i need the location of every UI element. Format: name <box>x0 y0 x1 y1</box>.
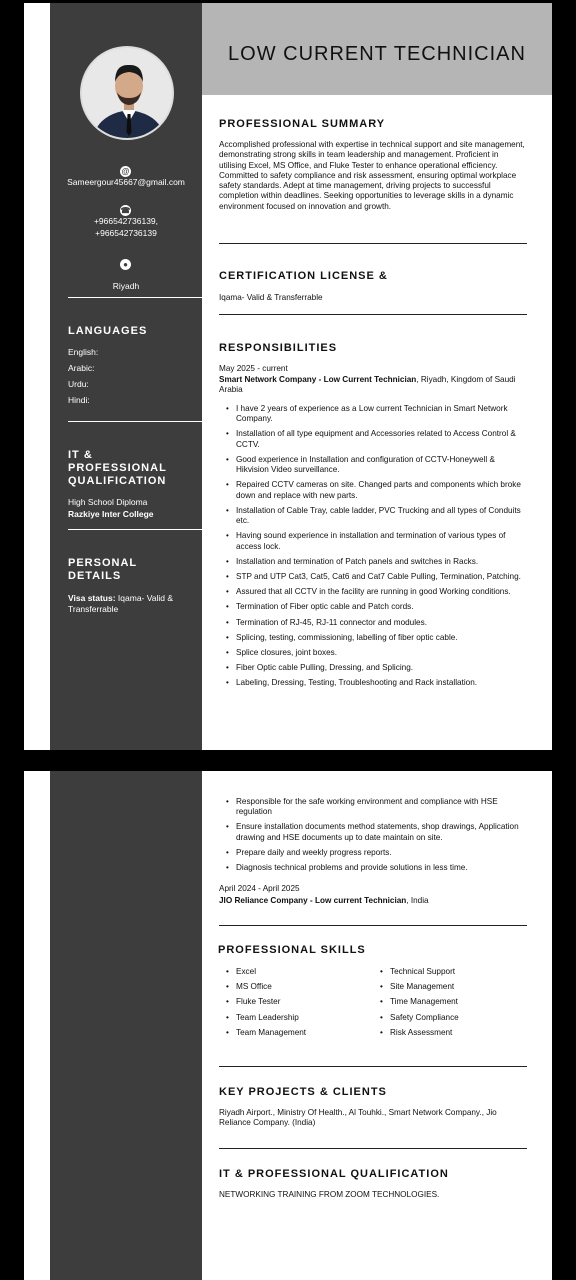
responsibilities-heading: RESPONSIBILITIES <box>219 342 338 354</box>
skill-item: • Team Leadership <box>224 1013 299 1023</box>
responsibility-item: • Fiber Optic cable Pulling, Dressing, and Splicing. <box>224 663 526 673</box>
contact-phone-1[interactable]: +966542736139, <box>93 216 159 226</box>
responsibility-item: • Responsible for the safe working environment and compliance with HSE regulation <box>224 797 526 818</box>
responsibility-item: • Installation and termination of Patch panels and switches in Racks. <box>224 557 526 567</box>
responsibility-item: • Termination of RJ-45, RJ-11 connector and modules. <box>224 618 526 628</box>
languages-heading: LANGUAGES <box>68 325 148 337</box>
skill-item: • Excel <box>224 967 256 977</box>
summary-heading: PROFESSIONAL SUMMARY <box>219 118 386 130</box>
qualification-text: NETWORKING TRAINING FROM ZOOM TECHNOLOGIES. <box>219 1190 440 1199</box>
profile-photo <box>80 46 174 140</box>
job1-dates: May 2025 - current <box>219 364 288 373</box>
responsibility-item: • Having sound experience in installation and termination of various types of access lock. <box>224 531 526 552</box>
skill-item: • Risk Assessment <box>378 1028 452 1038</box>
projects-heading: KEY PROJECTS & CLIENTS <box>219 1086 387 1098</box>
job1-title <box>219 375 527 396</box>
responsibility-item: • Splicing, testing, commissioning, labelling of fiber optic cable. <box>224 633 526 643</box>
resume-page-1 <box>24 3 552 750</box>
job2-company: JIO Reliance Company - Low current Technician <box>219 896 407 905</box>
certification-heading: CERTIFICATION LICENSE & <box>219 270 388 282</box>
personal-heading-1: PERSONAL <box>68 557 138 569</box>
language-item: Arabic: <box>68 363 95 373</box>
qualification-heading: IT & PROFESSIONAL QUALIFICATION <box>219 1168 449 1180</box>
sidebar-divider <box>68 297 202 298</box>
sidebar-divider <box>68 421 202 422</box>
skill-item: • Technical Support <box>378 967 455 977</box>
side-qualification-heading-1: IT & <box>68 449 93 461</box>
section-divider <box>219 243 527 244</box>
profile-photo-image <box>82 48 174 140</box>
side-qualification-heading-3: QUALIFICATION <box>68 475 167 487</box>
responsibility-item: • Prepare daily and weekly progress reports. <box>224 848 526 858</box>
language-item: Urdu: <box>68 379 89 389</box>
summary-text: Accomplished professional with expertise in technical support and site management, demonstrating strong skills in team leadership and management. Proficient in utilising Excel, MS Office, and Fluke Tester to enhance operational efficiency. Committed to safety compliance and risk assessment, ensuring optimal workplace safety standards. Adept at time management, driving projects to successful completion within deadlines. Seeking opportunities to leverage skills in a dynamic environment focused on innovation and growth. <box>219 140 525 211</box>
college-text: Razkiye Inter College <box>68 509 154 519</box>
skill-item: • Fluke Tester <box>224 997 280 1007</box>
sidebar-divider <box>68 529 202 530</box>
job1-location: , Riyadh, Kingdom of Saudi Arabia <box>219 375 516 395</box>
job1-company: Smart Network Company - Low Current Technician <box>219 375 417 384</box>
email-icon: @ <box>121 167 130 176</box>
visa-status-value: Iqama- Valid & <box>115 593 174 603</box>
job2-dates: April 2024 - April 2025 <box>219 884 300 893</box>
certification-text: Iqama- Valid & Transferrable <box>219 293 323 302</box>
visa-status <box>68 593 198 604</box>
contact-phone-2[interactable]: +966542736139 <box>95 228 157 238</box>
responsibility-item: • I have 2 years of experience as a Low current Technician in Smart Network Company. <box>224 404 526 425</box>
section-divider <box>219 314 527 315</box>
location-pin-icon: ● <box>120 259 131 270</box>
phone-icon: ☎ <box>120 206 131 215</box>
visa-status-value-cont: Transferrable <box>68 604 119 614</box>
responsibility-item: • Splice closures, joint boxes. <box>224 648 526 658</box>
section-divider <box>219 1066 527 1067</box>
responsibility-item: • Termination of Fiber optic cable and Patch cords. <box>224 602 526 612</box>
responsibility-item: • Ensure installation documents method statements, shop drawings, Application drawing and HSE documents up to date maintain on site. <box>224 822 526 843</box>
job1-bullets <box>224 404 526 694</box>
skill-item: • Time Management <box>378 997 458 1007</box>
section-divider <box>219 925 527 926</box>
responsibility-item: • Installation of Cable Tray, cable ladder, PVC Trucking and all types of Conduits etc. <box>224 506 526 527</box>
projects-text: Riyadh Airport., Ministry Of Health., Al Touhki., Smart Network Company., Jio Reliance Company. (India) <box>219 1108 497 1128</box>
sidebar <box>50 771 202 1280</box>
responsibility-item: • Repaired CCTV cameras on site. Changed parts and components which broke down and replace with new parts. <box>224 480 526 501</box>
contact-location: Riyadh <box>112 281 140 291</box>
language-item: English: <box>68 347 99 357</box>
diploma-text: High School Diploma <box>68 497 148 507</box>
skill-item: • MS Office <box>224 982 272 992</box>
skill-item: • Safety Compliance <box>378 1013 459 1023</box>
language-item: Hindi: <box>68 395 90 405</box>
responsibility-item: • Labeling, Dressing, Testing, Troubleshooting and Rack installation. <box>224 678 526 688</box>
responsibility-item: • Installation of all type equipment and Accessories related to Access Control & CCTV. <box>224 429 526 450</box>
job2-location: , India <box>406 896 429 905</box>
skill-item: • Team Management <box>224 1028 306 1038</box>
responsibility-item: • Good experience in Installation and configuration of CCTV-Honeywell & Hikvision Video surveillance. <box>224 455 526 476</box>
personal-heading-2: DETAILS <box>68 570 122 582</box>
section-divider <box>219 1148 527 1149</box>
page-title: LOW CURRENT TECHNICIAN <box>228 43 526 65</box>
responsibility-item: • STP and UTP Cat3, Cat5, Cat6 and Cat7 Cable Pulling, Termination, Patching. <box>224 572 526 582</box>
contact-email[interactable]: Sameergour45667@gmail.com <box>67 177 185 187</box>
responsibility-item: • Diagnosis technical problems and provide solutions in less time. <box>224 863 526 873</box>
resume-page-2 <box>24 771 552 1280</box>
responsibility-item: • Assured that all CCTV in the facility are running in good Working conditions. <box>224 587 526 597</box>
job2-title <box>219 896 527 906</box>
job1-bullets-continued <box>224 797 526 878</box>
skill-item: • Site Management <box>378 982 454 992</box>
side-qualification-heading-2: PROFESSIONAL <box>68 462 167 474</box>
visa-status-label: Visa status: <box>68 593 116 603</box>
skills-heading: PROFESSIONAL SKILLS <box>218 944 366 956</box>
